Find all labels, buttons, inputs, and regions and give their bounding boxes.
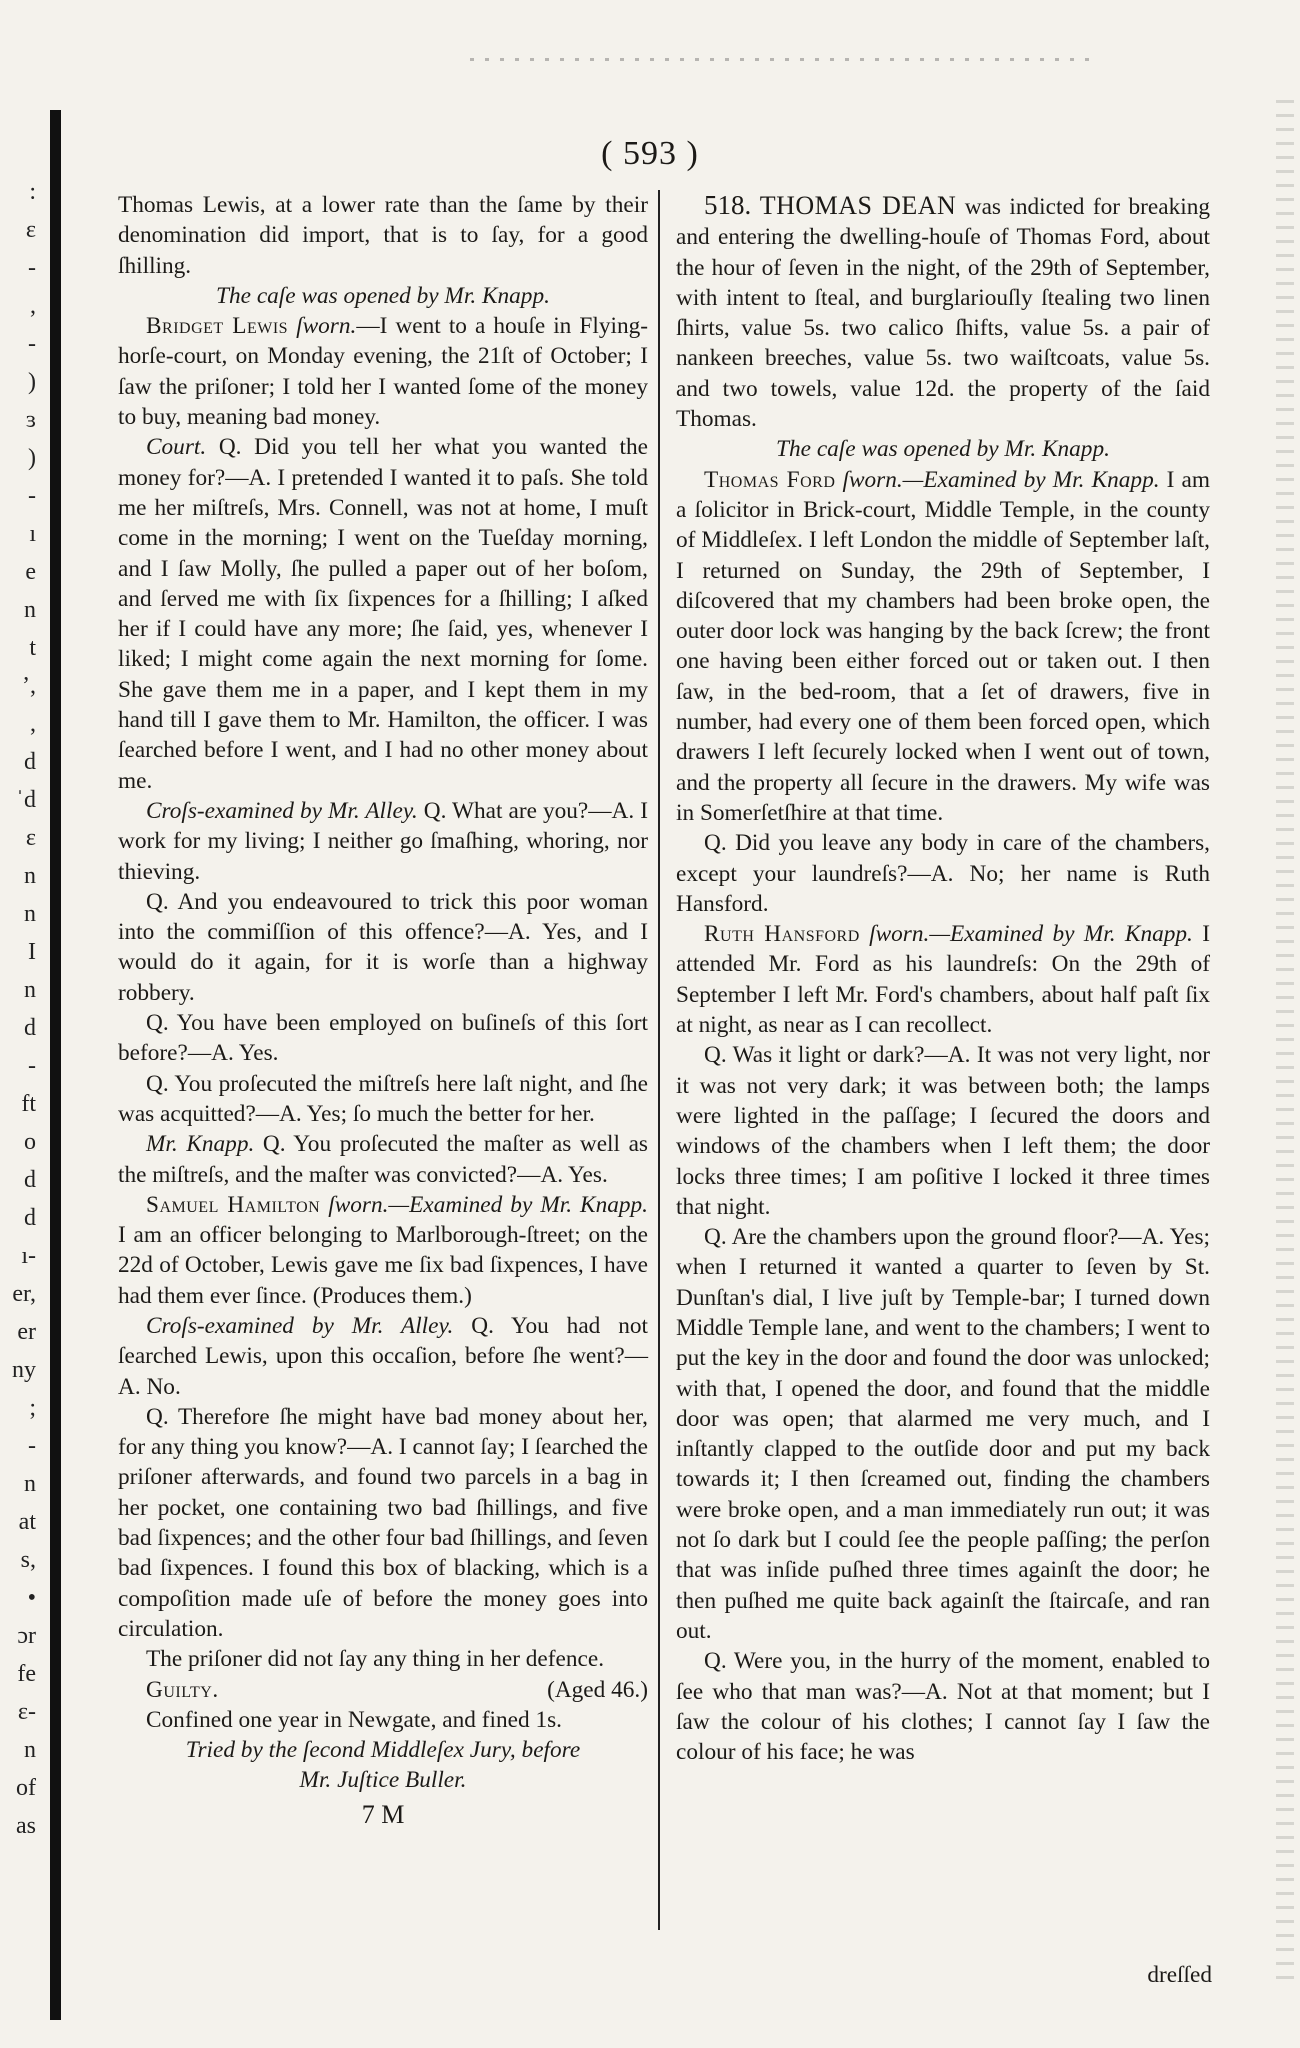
bleed-glyph: • (27, 1585, 36, 1611)
case-number: 518. (704, 190, 752, 220)
bleed-glyph: : (29, 179, 36, 205)
bleed-glyph: n (24, 863, 36, 889)
paragraph-text: Q. Was it light or dark?—A. It was not very light, nor it was not very dark; it was between both; the lamps were lighted in the paſſage; I ſecured the doors and windows of the chambers when I left them; the door locks three times; I am poſitive I locked it three times that night. (676, 1042, 1210, 1220)
paragraph (118, 1311, 648, 1402)
paragraph (676, 465, 1210, 829)
speaker-name: Mr. Knapp. (146, 1131, 255, 1158)
catchword: dreſſed (1147, 1962, 1212, 1988)
paragraph-text: Q. You have been employed on buſineſs of this ſort before?—A. Yes. (118, 1010, 648, 1067)
paragraph (676, 919, 1210, 1040)
right-column (676, 190, 1210, 1767)
case-opened-note: The caſe was opened by Mr. Knapp. (776, 436, 1110, 463)
left-margin-bleed-through (0, 180, 36, 1852)
paragraph-text: Q. And you endeavoured to trick this poor woman into the commiſſion of this offence?—A. Yes, and I would do it again, for it is worſe than a highway robbery. (118, 888, 648, 1006)
bleed-glyph: as (16, 1813, 36, 1839)
verdict: Guilty. (146, 1676, 219, 1703)
paragraph (118, 1190, 648, 1311)
right-edge-speckle (1276, 100, 1294, 1990)
bleed-glyph: - (28, 483, 36, 509)
bleed-glyph: er (17, 1319, 36, 1345)
paragraph-text: was indicted for breaking and entering the dwelling-houſe of Thomas Ford, about the hour of ſeven in the night, of the 29th of September, with intent to ſteal, and burglariouſly ſtealing two linen ſhirts, value 5s. two calico ſhifts, value 5s. a pair of nankeen breeches, value 5s. two waiſtcoats, value 5s. and two towels, value 12d. the property of the ſaid Thomas. (676, 194, 1211, 433)
bleed-glyph: ɛ (25, 825, 36, 851)
binding-shadow (50, 110, 61, 2020)
paragraph (118, 190, 648, 281)
bleed-glyph: ı- (21, 1243, 36, 1269)
paragraph (118, 887, 648, 1008)
paragraph (118, 1008, 648, 1069)
bleed-glyph: n (24, 597, 36, 623)
speaker-name: Croſs-examined by Mr. Alley. (146, 1312, 454, 1339)
bleed-glyph: ɜ (25, 407, 36, 433)
speaker-name: Samuel Hamilton (146, 1191, 321, 1218)
paragraph-text: Q. You proſecuted the maſter as well as the miſtreſs, and the maſter was convicted?—A. Yes. (118, 1131, 649, 1188)
paragraph-text: Thomas Lewis, at a lower rate than the ſame by their denomination did import, that is to ſay, for a good ſhilling. (118, 192, 648, 279)
paragraph (676, 1040, 1210, 1222)
paragraph-text: Q. You proſecuted the miſtreſs here laſt night, and ſhe was acquitted?—A. Yes; ſo much the better for her. (118, 1070, 648, 1127)
bleed-glyph: o (24, 1129, 36, 1155)
speaker-tag: ſworn.—Examined by Mr. Knapp. (835, 466, 1160, 493)
bleed-glyph: fe (17, 1661, 36, 1687)
bleed-glyph: d (24, 1015, 36, 1041)
paragraph (118, 1069, 648, 1130)
bleed-glyph: of (16, 1775, 36, 1801)
bleed-glyph: ʼ, (22, 673, 36, 699)
bleed-glyph: - (28, 1433, 36, 1459)
verdict-line (118, 1675, 648, 1705)
paragraph-text: The priſoner did not ſay any thing in her defence. (146, 1646, 605, 1673)
bleed-glyph: ; (29, 1395, 36, 1421)
top-edge-speckle (470, 58, 1090, 61)
sentence: Confined one year in Newgate, and fined 1s. (146, 1706, 562, 1733)
paragraph (118, 1644, 648, 1674)
bleed-glyph: , (30, 711, 36, 737)
bleed-glyph: , (30, 293, 36, 319)
paragraph-text: —I went to a houſe in Flying-horſe-court, on Monday evening, the 21ſt of October; I ſaw the priſoner; I told her I wanted ſome of the money to buy, meaning bad money. (118, 313, 648, 431)
paragraph-text: I attended Mr. Ford as his laundreſs: On the 29th of September I left Mr. Ford's chambers, about half paſt ſix at night, as near as I can recollect. (676, 921, 1210, 1039)
bleed-glyph: n (24, 901, 36, 927)
speaker-tag: ſworn. (288, 313, 357, 340)
tried-by: Tried by the ſecond Middleſex Jury, before (185, 1737, 581, 1764)
paragraph-text: Q. Therefore ſhe might have bad money about her, for any thing you know?—A. I cannot ſay; I ſearched the priſoner afterwards, and found two parcels in a bag in her pocket, one containing two bad ſhillings, and five bad ſixpences; and the other four bad ſhillings, and ſeven bad ſixpences. I found this box of blacking, which is a compoſition made uſe of before the money goes into circulation. (118, 1403, 648, 1642)
bleed-glyph: n (24, 1737, 36, 1763)
bleed-glyph: ny (12, 1357, 36, 1383)
paragraph (118, 1129, 648, 1190)
bleed-glyph: ˈd (16, 787, 36, 813)
bleed-glyph: er, (12, 1281, 36, 1307)
prisoner-age: (Aged 46.) (547, 1676, 648, 1703)
bleed-glyph: n (24, 977, 36, 1003)
column-divider (658, 190, 660, 1930)
paragraph (118, 432, 648, 796)
judge: Mr. Juſtice Buller. (299, 1767, 467, 1794)
bleed-glyph: - (28, 1053, 36, 1079)
speaker-tag: ſworn.—Examined by Mr. Knapp. (859, 921, 1193, 948)
bleed-glyph: ) (28, 445, 36, 471)
paragraph-text: Q. Are the chambers upon the ground floor?—A. Yes; when I returned it wanted a quarter to ſeven by St. Dunſtan's dial, I live juſt by Temple-bar; I turned down Middle Temple lane, and went to the chambers; I went to put the key in the door and found the door was unlocked; with that, I opened the door, and found that the middle door was open; that alarmed me very much, and I inſtantly clapped to the outſide door and put my back towards it; I then ſcreamed out, finding the chambers were broke open, and a man immediately run out; it was not ſo dark but I could ſee the people paſſing; the perſon that was inſide puſhed three times againſt the door; he then puſhed me quite back againſt the ſtaircaſe, and ran out. (676, 1224, 1210, 1644)
left-column (118, 190, 648, 1830)
bleed-glyph: d (24, 1167, 36, 1193)
paragraph (676, 1646, 1210, 1767)
bleed-glyph: - (28, 331, 36, 357)
page-number: ( 593 ) (601, 135, 699, 172)
bleed-glyph: - (28, 255, 36, 281)
bleed-glyph: d (24, 1205, 36, 1231)
signature-mark: 7 M (361, 1799, 405, 1829)
bleed-glyph: ɛ (25, 217, 36, 243)
bleed-glyph: n (24, 1471, 36, 1497)
speaker-name: Croſs-examined by Mr. Alley. (146, 797, 418, 824)
bleed-glyph: ɔr (17, 1623, 36, 1649)
paragraph (676, 828, 1210, 919)
bleed-glyph: ɛ- (17, 1699, 36, 1725)
paragraph-text: Q. Did you leave any body in care of the chambers, except your laundreſs?—A. No; her name is Ruth Hansford. (676, 830, 1210, 917)
paragraph (118, 1402, 648, 1644)
paragraph-text: Q. Did you tell her what you wanted the money for?—A. I pretended I wanted it to paſs. She told me her miſtreſs, Mrs. Connell, was not at home, I muſt come in the morning; I went on the Tueſday morning, and I ſaw Molly, ſhe pulled a paper out of her boſom, and ſerved me with ſix ſixpences for a ſhilling; I aſked her if I could have any more; ſhe ſaid, yes, whenever I liked; I might come again the next morning for ſome. She gave them me in a paper, and I kept them in my hand till I gave them to Mr. Hamilton, the officer. I was ſearched before I went, and I had no other money about me. (118, 434, 648, 794)
speaker-name: Court. (146, 434, 207, 461)
case-opened-note: The caſe was opened by Mr. Knapp. (216, 282, 550, 309)
paragraph-text: I am a ſolicitor in Brick-court, Middle Temple, in the county of Middleſex. I left London the middle of September laſt, I returned on Sunday, the 29th of September, I diſcovered that my chambers had been broke open, the outer door lock was hanging by the back ſcrew; the front one having been either forced out or taken out. I then ſaw, in the bed-room, that a ſet of drawers, five in number, had every one of them been forced open, which drawers I left ſecurely locked when I went out of town, and the property all ſecure in the drawers. My wife was in Somerſetſhire at that time. (676, 466, 1210, 826)
paragraph (118, 796, 648, 887)
speaker-name: Thomas Ford (704, 466, 836, 493)
paragraph (676, 190, 1210, 434)
bleed-glyph: at (18, 1509, 36, 1535)
defendant-name: THOMAS DEAN (759, 191, 957, 220)
bleed-glyph: e (25, 559, 36, 585)
paragraph (676, 1222, 1210, 1646)
paragraph-text: Q. Were you, in the hurry of the moment, enabled to ſee who that man was?—A. Not at that moment; but I ſaw the colour of his clothes; I cannot ſay I ſaw the colour of his face; he was (676, 1648, 1210, 1766)
paragraph-text: Q. You had not ſearched Lewis, upon this occaſion, before ſhe went?—A. No. (118, 1312, 648, 1400)
bleed-glyph: I (28, 939, 36, 965)
bleed-glyph: ) (28, 369, 36, 395)
speaker-tag: ſworn.—Examined by Mr. Knapp. (320, 1191, 649, 1218)
bleed-glyph: d (24, 749, 36, 775)
bleed-glyph: t (29, 635, 36, 661)
speaker-name: Bridget Lewis (146, 313, 289, 340)
speaker-name: Ruth Hansford (704, 921, 860, 948)
bleed-glyph: ı (29, 521, 36, 547)
paragraph-text: I am an officer belonging to Marlborough-ſtreet; on the 22d of October, Lewis gave me ſix bad ſixpences, I have had them ever ſince. (Produces them.) (118, 1222, 648, 1309)
paragraph (118, 311, 648, 432)
paragraph-text: Q. What are you?—A. I work for my living; I neither go ſmaſhing, whoring, nor thieving. (118, 797, 648, 885)
bleed-glyph: s, (20, 1547, 36, 1573)
bleed-glyph: ft (21, 1091, 36, 1117)
